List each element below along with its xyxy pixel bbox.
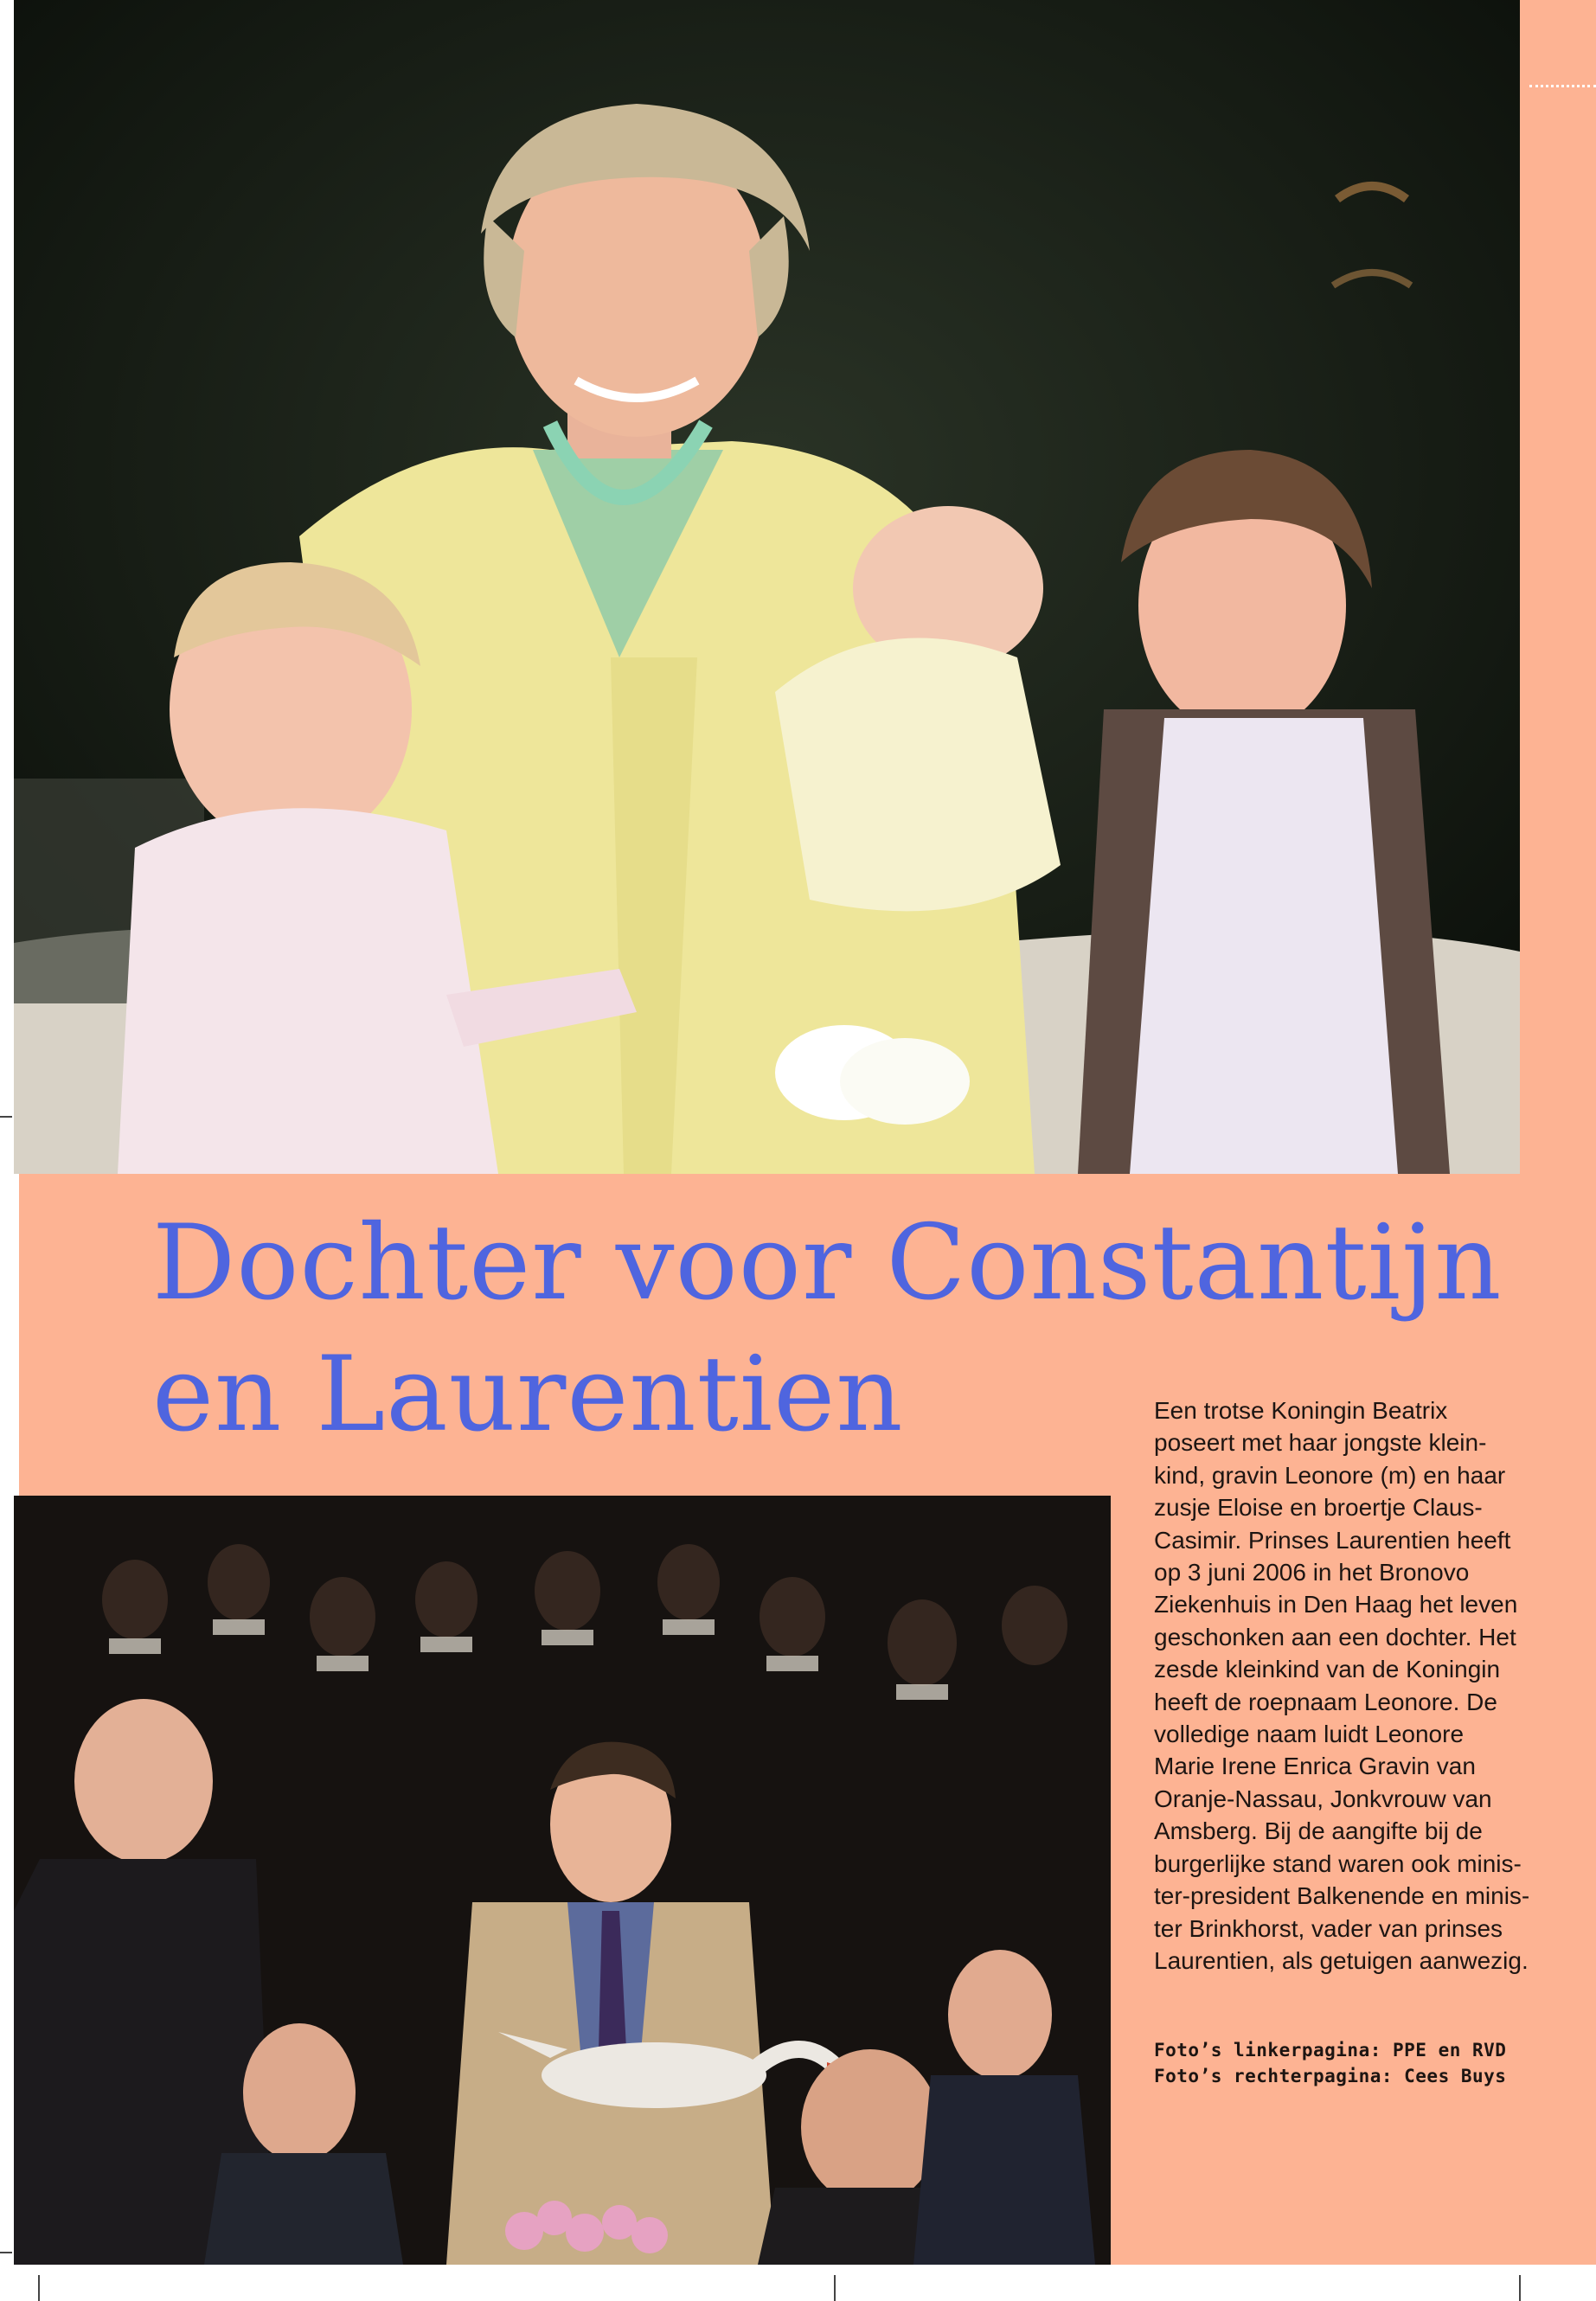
caption-line: Marie Irene Enrica Gravin van — [1154, 1753, 1476, 1780]
dotted-rule — [1529, 85, 1596, 87]
caption-line: heeft de roepnaam Leonore. De — [1154, 1688, 1497, 1715]
caption-line: zusje Eloise en broertje Claus- — [1154, 1494, 1483, 1522]
headline-line-2: en Laurentien — [152, 1335, 904, 1455]
caption-line: Amsberg. Bij de aangifte bij de — [1154, 1817, 1483, 1845]
photo-credits — [1154, 2037, 1543, 2089]
family-portrait-illustration — [14, 0, 1520, 1174]
caption-line: Laurentien, als getuigen aanwezig. — [1154, 1946, 1529, 1974]
caption-line: Ziekenhuis in Den Haag het leven — [1154, 1591, 1518, 1618]
caption-line: volledige naam luidt Leonore — [1154, 1721, 1465, 1748]
caption-line: Casimir. Prinses Laurentien heeft — [1154, 1526, 1511, 1554]
credit-left-page: Foto’s linkerpagina: PPE en RVD — [1154, 2040, 1507, 2061]
caption-line: kind, gravin Leonore (m) en haar — [1154, 1461, 1506, 1489]
caption-line: geschonken aan een dochter. Het — [1154, 1623, 1516, 1650]
crop-mark — [38, 2275, 40, 2301]
photo-caption — [1154, 1394, 1543, 1977]
caption-line: poseert met haar jongste klein- — [1154, 1429, 1487, 1457]
crop-mark — [1519, 2275, 1521, 2301]
caption-line: Een trotse Koningin Beatrix — [1154, 1397, 1448, 1424]
caption-line: op 3 juni 2006 in het Bronovo — [1154, 1559, 1470, 1586]
crop-mark — [0, 2252, 12, 2253]
ceremony-photo — [14, 1496, 1111, 2265]
caption-line: zesde kleinkind van de Koningin — [1154, 1656, 1501, 1683]
credit-right-page: Foto’s rechterpagina: Cees Buys — [1154, 2066, 1507, 2086]
crop-mark — [834, 2275, 836, 2301]
family-portrait-photo — [14, 0, 1520, 1174]
caption-line: Oranje-Nassau, Jonkvrouw van — [1154, 1785, 1492, 1812]
ceremony-illustration — [14, 1496, 1111, 2265]
caption-line: ter Brinkhorst, vader van prinses — [1154, 1914, 1503, 1942]
crop-mark — [0, 1116, 12, 1118]
caption-line: burgerlijke stand waren ook minis- — [1154, 1849, 1522, 1877]
caption-line: ter-president Balkenende en minis- — [1154, 1882, 1530, 1910]
headline-line-1: Dochter voor Constantijn — [152, 1203, 1503, 1324]
